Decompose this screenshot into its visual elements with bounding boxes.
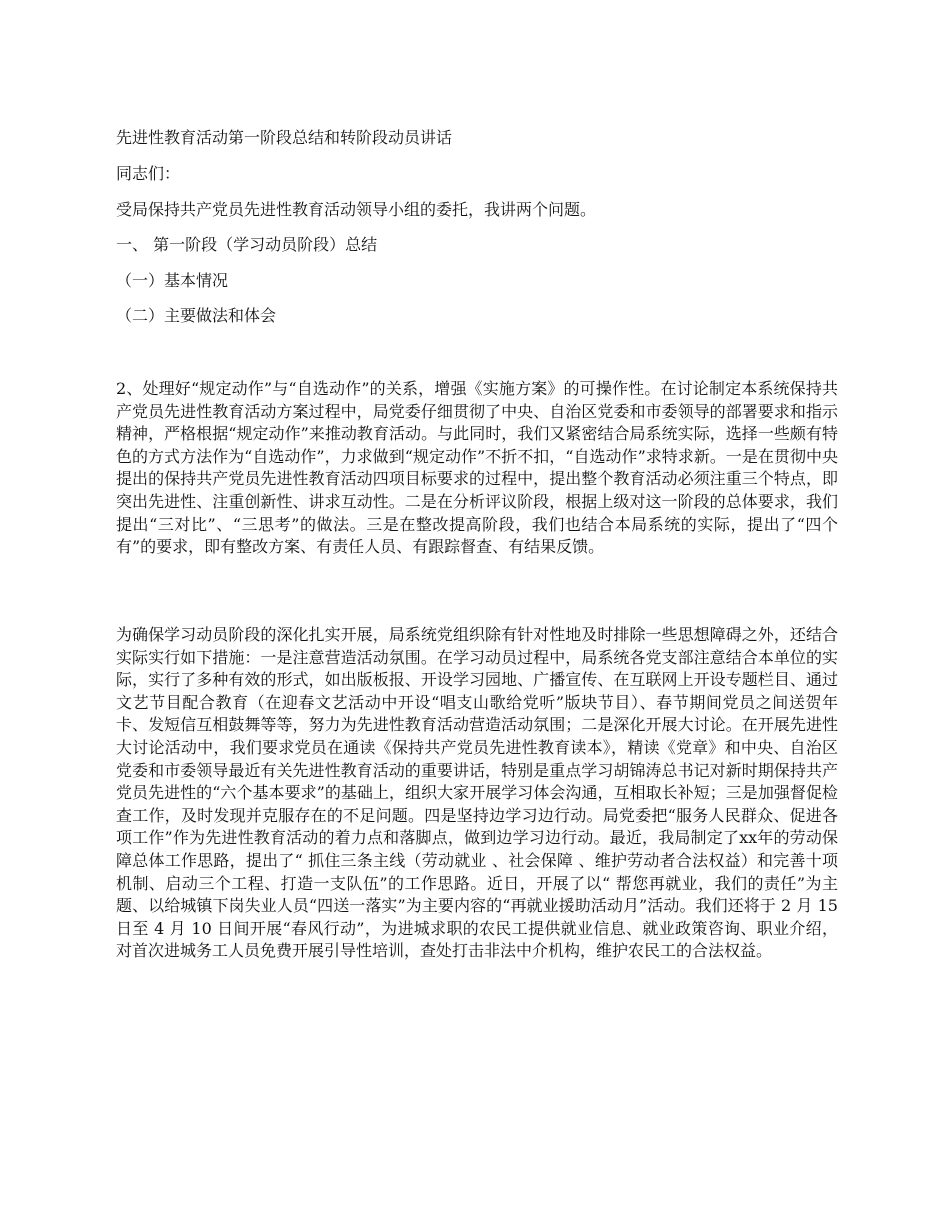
subsection-heading-basic: （一）基本情况 (116, 271, 229, 290)
intro-text: 受局保持共产党员先进性教育活动领导小组的委托，我讲两个问题。 (116, 200, 597, 219)
salutation: 同志们： (116, 164, 181, 183)
subsection-heading-practices: （二）主要做法和体会 (116, 306, 277, 325)
paragraph-measures: 为确保学习动员阶段的深化扎实开展，局系统党组织除有针对性地及时排除一些思想障碍之外，还结合实际实行如下措施：一是注意营造活动氛围。在学习动员过程中，局系统各党支部注意结合本单位的实际，实行了多种有效的形式，如出版板报、开设学习园地、广播宣传、在互联网上开设专题栏目、通过文艺节目配合教育（在迎春文艺活动中开设“唱支山歌给党听”版块节目）、春节期间党员之间送贺年卡、发短信互相鼓舞等等，努力为先进性教育活动营造活动氛围；二是深化开展大讨论。在开展先进性大讨论活动中，我们要求党员在通读《保持共产党员先进性教育读本》，精读《党章》和中央、自治区党委和市委领导最近有关先进性教育活动的重要讲话，特别是重点学习胡锦涛总书记对新时期保持共产党员先进性的“六个基本要求”的基础上，组织大家开展学习体会沟通，互相取长补短；三是加强督促检查工作，及时发现并克服存在的不足问题。四是坚持边学习边行动。局党委把“服务人民群众、促进各项工作”作为先进性教育活动的着力点和落脚点，做到边学习边行动。最近，我局制定了xx年的劳动保障总体工作思路，提出了“ 抓住三条主线（劳动就业 、社会保障 、维护劳动者合法权益）和完善十项机制、启动三个工程、打造一支队伍”的工作思路。近日，开展了以“ 帮您再就业，我们的责任”为主题、以给城镇下岗失业人员“四送一落实”为主要内容的“再就业援助活动月”活动。我们还将于 2 月 15 日至 4 月 10 日间开展“春风行动”，为进城求职的农民工提供就业信息、就业政策咨询、职业介绍，对首次进城务工人员免费开展引导性培训，查处打击非法中介机构，维护农民工的合法权益。 (116, 625, 838, 961)
section-heading: 一、 第一阶段（学习动员阶段）总结 (116, 235, 378, 254)
document-title: 先进性教育活动第一阶段总结和转阶段动员讲话 (116, 128, 453, 147)
paragraph-actions: 2、处理好“规定动作”与“自选动作”的关系，增强《实施方案》的可操作性。在讨论制定本系统保持共产党员先进性教育活动方案过程中，局党委仔细贯彻了中央、自治区党委和市委领导的部署要求和指示精神，严格根据“规定动作”来推动教育活动。与此同时，我们又紧密结合局系统实际，选择一些颇有特色的方式方法作为“自选动作”，力求做到“规定动作”不折不扣，“自选动作”求特求新。一是在贯彻中央提出的保持共产党员先进性教育活动四项目标要求的过程中，提出整个教育活动必须注重三个特点，即突出先进性、注重创新性、讲求互动性。二是在分析评议阶段，根据上级对这一阶段的总体要求，我们提出“三对比”、“三思考”的做法。三是在整改提高阶段，我们也结合本局系统的实际，提出了“四个有”的要求，即有整改方案、有责任人员、有跟踪督查、有结果反馈。 (116, 379, 838, 557)
